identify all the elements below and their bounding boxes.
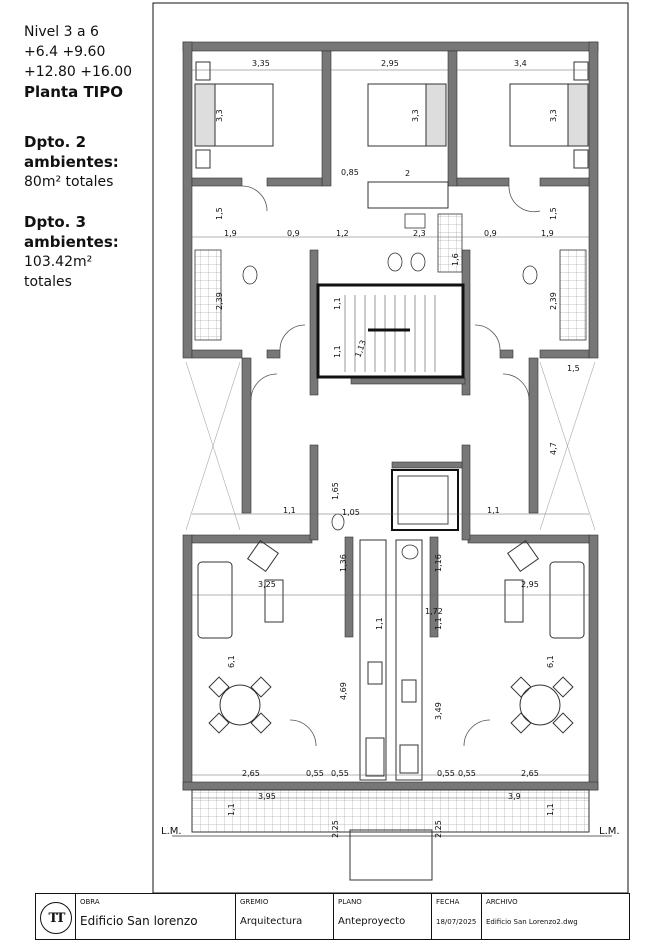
dim-label: 1,2 [336, 229, 349, 238]
dim-label: 1,5 [215, 207, 224, 220]
gremio-value: Arquitectura [240, 916, 303, 927]
dim-label: 2,65 [242, 769, 260, 778]
firm-logo: TT [40, 902, 72, 934]
dim-label: 0,9 [484, 229, 497, 238]
dim-label: 2,39 [215, 292, 224, 310]
outer-walls [183, 42, 598, 790]
bedroom-furniture [195, 62, 588, 208]
dim-label: 2,95 [381, 59, 399, 68]
lm-left-label: L.M. [161, 826, 182, 837]
dim-label: 0,55 [306, 769, 324, 778]
dim-label: 1,1 [434, 617, 443, 630]
levels-line-2: +12.80 +16.00 [24, 64, 133, 80]
dim-label: 0,9 [287, 229, 300, 238]
dim-label: 1,1 [487, 506, 500, 515]
obra-value: Edificio San lorenzo [80, 914, 198, 928]
dim-label: 3,3 [549, 109, 558, 122]
dim-label: 1,13 [353, 338, 368, 359]
dim-label: 1,1 [283, 506, 296, 515]
dim-label: 1,05 [342, 508, 360, 517]
unit-3-area-1: 103.42m² [24, 254, 93, 270]
dim-label: 0,55 [458, 769, 476, 778]
kitchen-counters [360, 540, 422, 780]
dim-label: 3,35 [252, 59, 270, 68]
dim-label: 2 [405, 169, 411, 178]
door-swings [242, 186, 540, 746]
archivo-cell [482, 894, 629, 939]
dim-label: 1,1 [546, 803, 555, 816]
dim-label: 0,55 [331, 769, 349, 778]
dim-label: 2,3 [413, 229, 426, 238]
dim-label: 4,7 [549, 442, 558, 455]
dim-label: 1,9 [541, 229, 554, 238]
unit-3-area-2: totales [24, 274, 72, 290]
archivo-label: ARCHIVO [486, 898, 518, 906]
dim-label: 1,1 [227, 803, 236, 816]
logo-cell [36, 894, 76, 939]
dim-label: 2,25 [434, 820, 443, 838]
gremio-cell [236, 894, 334, 939]
obra-cell [76, 894, 236, 939]
dim-label: 2,25 [331, 820, 340, 838]
dim-label: 1,16 [434, 554, 443, 572]
dim-label: 3,4 [514, 59, 527, 68]
unit-3-name-1: Dpto. 3 [24, 213, 87, 231]
dim-label: 1,1 [333, 345, 342, 358]
dim-label: 1,5 [567, 364, 580, 373]
dim-label: 1,72 [425, 607, 443, 616]
plano-cell [334, 894, 432, 939]
fecha-cell [432, 894, 482, 939]
dim-label: 3,9 [508, 792, 521, 801]
dim-label: 3,3 [411, 109, 420, 122]
dim-label: 0,55 [437, 769, 455, 778]
levels-line-1: +6.4 +9.60 [24, 44, 106, 60]
lm-right-label: L.M. [599, 826, 620, 837]
level-title: Nivel 3 a 6 [24, 24, 99, 40]
dim-label: 1,6 [451, 253, 460, 266]
fecha-value: 18/07/2025 [436, 918, 477, 926]
dim-label: 3,3 [215, 109, 224, 122]
dim-label: 2,39 [549, 292, 558, 310]
dim-label: 4,69 [339, 682, 348, 700]
dim-label: 1,5 [549, 207, 558, 220]
dim-label: 1,36 [339, 554, 348, 572]
dim-label: 3,95 [258, 792, 276, 801]
obra-label: OBRA [80, 898, 100, 906]
dim-label: 3,49 [434, 702, 443, 720]
plan-name: Planta TIPO [24, 83, 124, 101]
plano-value: Anteproyecto [338, 916, 406, 927]
dim-label: 3,25 [258, 580, 276, 589]
bathroom-fixtures [195, 214, 586, 559]
archivo-value: Edificio San Lorenzo2.dwg [486, 918, 578, 926]
unit-2-name-1: Dpto. 2 [24, 133, 87, 151]
dim-label: 0,85 [341, 168, 359, 177]
dim-label: 1,1 [375, 617, 384, 630]
front-balcony [192, 790, 589, 832]
living-furniture [198, 541, 584, 733]
dim-label: 6,1 [546, 655, 555, 668]
dim-label: 2,65 [521, 769, 539, 778]
title-block [35, 893, 630, 940]
plano-label: PLANO [338, 898, 362, 906]
dim-label: 1,1 [333, 297, 342, 310]
dim-label: 6,1 [227, 655, 236, 668]
unit-2-name-2: ambientes: [24, 153, 119, 171]
entry-void [350, 830, 432, 880]
unit-2-area: 80m² totales [24, 174, 114, 190]
fecha-label: FECHA [436, 898, 460, 906]
dim-label: 2,95 [521, 580, 539, 589]
gremio-label: GREMIO [240, 898, 269, 906]
dim-label: 1,65 [331, 482, 340, 500]
dim-label: 1,9 [224, 229, 237, 238]
unit-3-name-2: ambientes: [24, 233, 119, 251]
